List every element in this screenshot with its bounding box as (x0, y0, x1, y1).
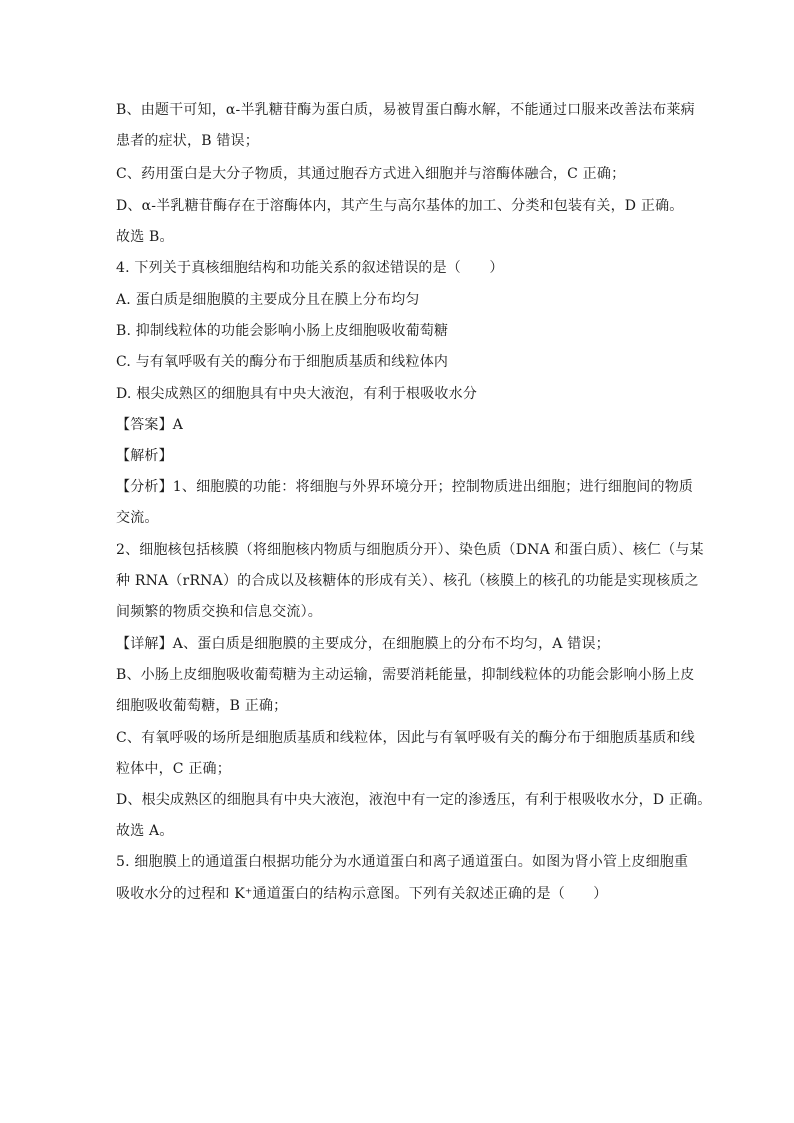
text-line: 2、细胞核包括核膜（将细胞核内物质与细胞质分开）、染色质（DNA 和蛋白质）、核仁（与某 (116, 542, 704, 558)
text-line: 粒体中，C 正确； (116, 761, 231, 777)
text-line: 种 RNA（rRNA）的合成以及核糖体的形成有关）、核孔（核膜上的核孔的功能是实现核质之 (116, 573, 699, 589)
text-line: 间频繁的物质交换和信息交流）。 (116, 604, 322, 620)
option-c: C. 与有氧呼吸有关的酶分布于细胞质基质和线粒体内 (116, 354, 449, 370)
question-4-stem: 4. 下列关于真核细胞结构和功能关系的叙述错误的是（ ） (116, 260, 504, 276)
text-line: 【分析】1、细胞膜的功能：将细胞与外界环境分开；控制物质进出细胞；进行细胞间的物质 (116, 479, 694, 495)
text-line: 吸收水分的过程和 K⁺通道蛋白的结构示意图。下列有关叙述正确的是（ ） (116, 886, 608, 902)
text-line: 患者的症状，B 错误； (116, 133, 259, 149)
text-line: B、由题干可知，α-半乳糖苷酶为蛋白质，易被胃蛋白酶水解，不能通过口服来改善法布莱病 (116, 102, 695, 118)
text-line: 故选 A。 (116, 823, 174, 839)
question-5-stem: 5. 细胞膜上的通道蛋白根据功能分为水通道蛋白和离子通道蛋白。如图为肾小管上皮细胞重 (116, 854, 689, 870)
answer-label: 【答案】A (116, 417, 184, 433)
text-line: D、根尖成熟区的细胞具有中央大液泡，液泡中有一定的渗透压，有利于根吸收水分，D 正确。 (116, 792, 712, 808)
text-line: D、α-半乳糖苷酶存在于溶酶体内，其产生与高尔基体的加工、分类和包装有关，D 正确。 (116, 198, 684, 214)
text-line: 故选 B。 (116, 229, 174, 245)
text-line: B、小肠上皮细胞吸收葡萄糖为主动运输，需要消耗能量，抑制线粒体的功能会影响小肠上皮 (116, 667, 695, 683)
text-line: 细胞吸收葡萄糖，B 正确； (116, 698, 288, 714)
text-line: C、有氧呼吸的场所是细胞质基质和线粒体，因此与有氧呼吸有关的酶分布于细胞质基质和线 (116, 730, 695, 746)
option-b: B. 抑制线粒体的功能会影响小肠上皮细胞吸收葡萄糖 (116, 323, 449, 339)
analysis-heading: 【解析】 (116, 448, 173, 464)
text-line: C、药用蛋白是大分子物质，其通过胞吞方式进入细胞并与溶酶体融合，C 正确； (116, 166, 626, 182)
text-line: 【详解】A、蛋白质是细胞膜的主要成分，在细胞膜上的分布不均匀，A 错误； (116, 636, 610, 652)
text-line: 交流。 (116, 510, 159, 526)
option-a: A. 蛋白质是细胞膜的主要成分且在膜上分布均匀 (116, 292, 420, 308)
option-d: D. 根尖成熟区的细胞具有中央大液泡，有利于根吸收水分 (116, 386, 478, 402)
